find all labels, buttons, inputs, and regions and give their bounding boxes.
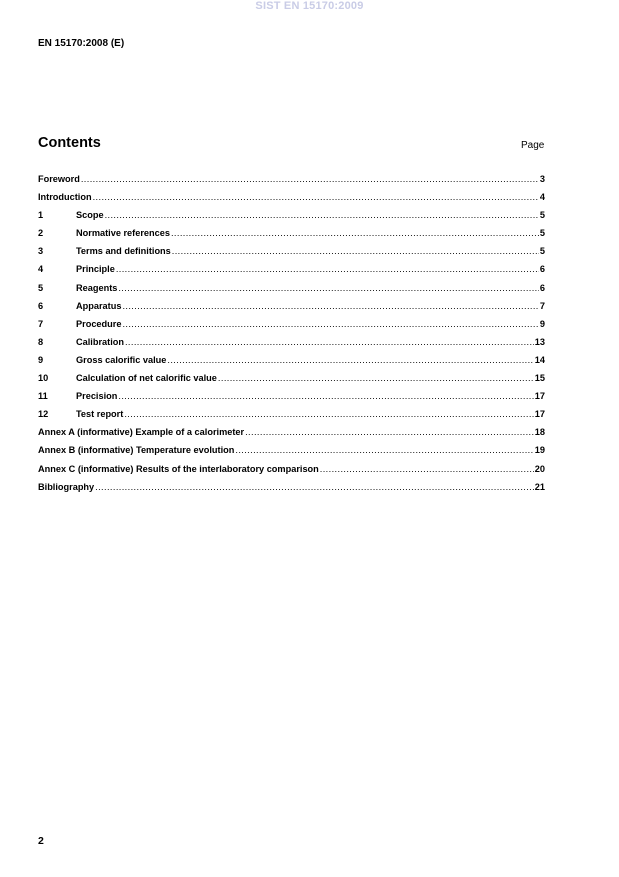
page-column-label: Page (521, 140, 545, 151)
toc-entry-page: 15 (534, 373, 545, 384)
document-header: EN 15170:2008 (E) (38, 38, 125, 49)
toc-entry-label: Reagents (76, 282, 118, 293)
toc-entry[interactable] (38, 355, 545, 373)
toc-dot-leader (171, 228, 539, 238)
toc-entry[interactable] (38, 391, 545, 409)
toc-entry[interactable] (38, 319, 545, 337)
toc-dot-leader (116, 264, 539, 274)
toc-entry[interactable] (38, 464, 545, 482)
toc-entry-page: 21 (534, 481, 545, 492)
toc-entry[interactable] (38, 174, 545, 192)
toc-entry-number: 3 (38, 246, 44, 257)
toc-entry[interactable] (38, 283, 545, 301)
toc-entry-number: 5 (38, 282, 44, 293)
page-number: 2 (38, 835, 44, 847)
toc-entry[interactable] (38, 373, 545, 391)
toc-entry-page: 6 (539, 282, 545, 293)
toc-dot-leader (125, 337, 534, 347)
toc-entry-label: Foreword (38, 174, 80, 184)
toc-entry-number: 8 (38, 336, 44, 347)
toc-dot-leader (122, 301, 538, 311)
toc-dot-leader (167, 355, 533, 365)
toc-entry-number: 10 (38, 373, 49, 384)
toc-dot-leader (320, 464, 534, 474)
toc-entry-label: Terms and definitions (76, 246, 171, 257)
toc-entry-page: 5 (539, 246, 545, 257)
toc-entry-label: Procedure (76, 318, 122, 329)
toc-entry-label: Apparatus (76, 300, 122, 311)
toc-entry-page: 6 (539, 264, 545, 275)
contents-title: Contents (38, 135, 101, 151)
toc-dot-leader (118, 283, 539, 293)
toc-entry-page: 13 (534, 336, 545, 347)
table-of-contents (38, 174, 545, 500)
toc-entry[interactable] (38, 409, 545, 427)
toc-entry[interactable] (38, 264, 545, 282)
toc-entry-number: 6 (38, 300, 44, 311)
toc-dot-leader (95, 482, 534, 492)
toc-entry-page: 14 (534, 354, 545, 365)
toc-entry-number: 9 (38, 354, 44, 365)
toc-dot-leader (218, 373, 534, 383)
toc-entry-number: 2 (38, 228, 44, 239)
toc-dot-leader (172, 246, 539, 256)
toc-entry-page: 9 (539, 318, 545, 329)
toc-entry-number: 4 (38, 264, 44, 275)
toc-entry[interactable] (38, 482, 545, 500)
toc-dot-leader (245, 427, 534, 437)
toc-dot-leader (105, 210, 539, 220)
toc-entry-label: Introduction (38, 192, 92, 203)
toc-dot-leader (124, 409, 533, 419)
toc-entry-page: 5 (539, 228, 545, 239)
toc-entry-page: 18 (534, 427, 545, 438)
toc-entry-label: Gross calorific value (76, 354, 167, 365)
toc-entry-label: Principle (76, 264, 115, 275)
toc-entry-page: 17 (534, 391, 545, 402)
toc-entry-page: 19 (534, 445, 545, 456)
toc-entry[interactable] (38, 445, 545, 463)
toc-entry-page: 20 (534, 463, 545, 474)
toc-dot-leader (122, 319, 538, 329)
toc-entry-number: 11 (38, 391, 48, 402)
toc-entry[interactable] (38, 192, 545, 210)
toc-entry-label: Calculation of net calorific value (76, 373, 217, 384)
toc-entry-page: 5 (539, 210, 545, 221)
toc-entry-number: 12 (38, 409, 49, 420)
toc-entry-label: Scope (76, 210, 104, 221)
toc-dot-leader (235, 445, 533, 455)
toc-entry-label: Test report (76, 409, 124, 420)
toc-entry-page: 3 (539, 174, 545, 184)
toc-entry-label: Calibration (76, 336, 124, 347)
toc-entry[interactable] (38, 228, 545, 246)
toc-entry-page: 7 (539, 300, 545, 311)
toc-entry[interactable] (38, 427, 545, 445)
toc-dot-leader (118, 391, 533, 401)
toc-entry[interactable] (38, 301, 545, 319)
toc-entry-label: Normative references (76, 228, 170, 239)
toc-entry[interactable] (38, 246, 545, 264)
toc-dot-leader (81, 174, 539, 184)
toc-entry[interactable] (38, 337, 545, 355)
toc-entry-label: Annex C (informative) Results of the interlaboratory comparison (38, 463, 319, 474)
toc-entry-label: Precision (76, 391, 118, 402)
toc-entry-page: 17 (534, 409, 545, 420)
toc-entry-page: 4 (539, 192, 545, 203)
toc-entry-number: 1 (38, 210, 44, 221)
toc-entry-number: 7 (38, 318, 44, 329)
toc-entry-label: Annex B (informative) Temperature evolution (38, 445, 235, 456)
toc-dot-leader (93, 192, 539, 202)
toc-entry-label: Annex A (informative) Example of a calorimeter (38, 427, 245, 438)
toc-entry[interactable] (38, 210, 545, 228)
toc-entry-label: Bibliography (38, 481, 95, 492)
watermark: SIST EN 15170:2009 (255, 0, 364, 12)
